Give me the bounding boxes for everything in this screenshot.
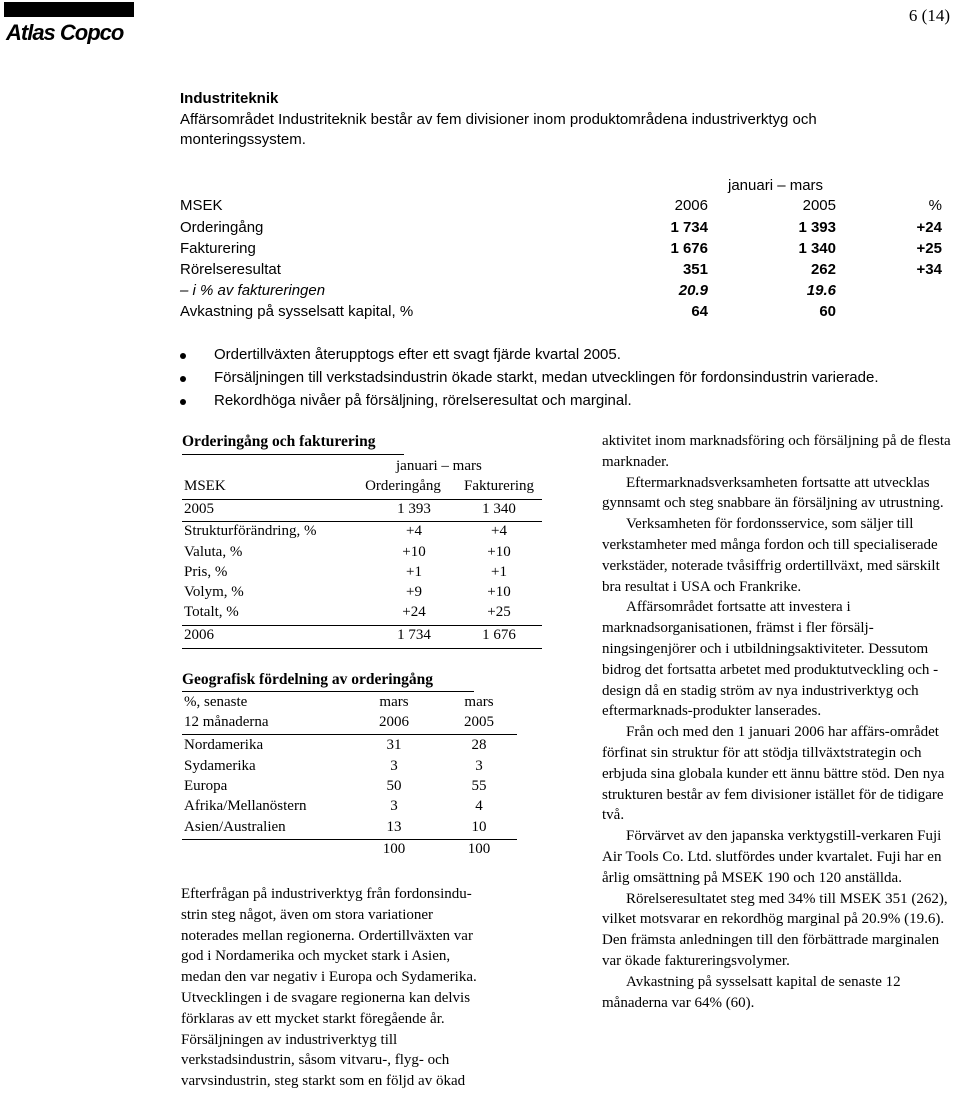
row-invoicing: +25 <box>487 604 511 620</box>
summary-row-2005: 60 <box>819 303 836 320</box>
summary-row-pct: +25 <box>916 240 942 257</box>
table-row <box>184 758 544 778</box>
text-line: strin steg något, även om stora variationer <box>181 906 434 923</box>
text-line: noterades mellan regionerna. Ordertillväxten var <box>181 927 473 944</box>
divider <box>182 625 542 626</box>
order-period-label: januari – mars <box>396 458 482 474</box>
summary-row-pct: +34 <box>916 261 942 278</box>
summary-row-label: Avkastning på sysselsatt kapital, % <box>180 303 414 320</box>
row-label: Asien/Australien <box>184 819 286 835</box>
summary-row-label: – i % av faktureringen <box>180 282 326 299</box>
row-label: Europa <box>184 778 228 794</box>
row-label: Strukturförändring, % <box>184 523 317 539</box>
row-label: 2006 <box>184 627 214 643</box>
order-period-row <box>184 458 544 478</box>
row-orders: +24 <box>402 604 426 620</box>
svg-text:Atlas Copco: Atlas Copco <box>6 20 124 44</box>
summary-row-2006: 1 734 <box>670 219 708 236</box>
geo-header-label: 12 månaderna <box>184 714 269 730</box>
summary-row-label: Rörelseresultat <box>180 261 281 278</box>
row-orders: 1 734 <box>397 627 431 643</box>
order-header-label: MSEK <box>184 478 226 494</box>
table-row <box>184 778 544 798</box>
order-table-title: Orderingång och fakturering <box>182 433 376 450</box>
row-label: 2005 <box>184 501 214 517</box>
row-invoicing: 1 676 <box>482 627 516 643</box>
title-underline <box>182 691 474 692</box>
text-line: Försäljningen av industriverktyg till <box>181 1031 398 1048</box>
summary-row <box>180 303 944 323</box>
row-invoicing: +4 <box>491 523 507 539</box>
summary-header-2005: 2005 <box>802 197 836 214</box>
row-b: 28 <box>471 737 487 753</box>
table-row <box>184 544 544 564</box>
geo-header-a: mars <box>379 694 409 710</box>
text-line: förklaras av ett mycket starkt föregående år. <box>181 1010 445 1027</box>
paragraph: Affärsområdet fortsatte att investera i marknadsorganisationen, främst i fler försälj-ningsingenjörer och i utbildningsaktiviteter. Dessutom bidrog det fortsatta arbetet med produktutveckling och -design då en stadig ström av nya industriverktyg och eftermarknads-produkter lanserades. <box>602 599 939 720</box>
row-label: Totalt, % <box>184 604 239 620</box>
row-label: Nordamerika <box>184 737 264 753</box>
row-orders: 1 393 <box>397 501 431 517</box>
row-label: Sydamerika <box>184 758 256 774</box>
summary-row-2005: 262 <box>810 261 836 278</box>
order-header-invoicing: Fakturering <box>464 478 534 494</box>
row-invoicing: +1 <box>491 564 507 580</box>
summary-period-label: januari – mars <box>728 177 824 194</box>
summary-period-row <box>180 177 944 197</box>
geo-header-b: 2005 <box>464 714 494 730</box>
row-a: 3 <box>390 758 398 774</box>
row-a: 31 <box>386 737 402 753</box>
summary-row-2006: 20.9 <box>678 282 708 299</box>
page-number: 6 (14) <box>908 6 950 25</box>
text-line: medan den var negativ i Europa och Sydamerika. <box>181 969 477 986</box>
divider <box>182 839 517 840</box>
row-b: 4 <box>475 798 483 814</box>
table-row <box>184 604 544 624</box>
row-invoicing: +10 <box>487 584 511 600</box>
row-a: 3 <box>390 798 398 814</box>
paragraph: aktivitet inom marknadsföring och försäljning på de flesta marknader. <box>602 433 951 470</box>
summary-row-2006: 64 <box>691 303 708 320</box>
row-invoicing: +10 <box>487 544 511 560</box>
table-row <box>184 798 544 818</box>
divider <box>182 521 542 522</box>
row-orders: +1 <box>406 564 422 580</box>
row-b: 10 <box>471 819 487 835</box>
table-row <box>184 501 544 521</box>
section-intro: Affärsområdet Industriteknik består av fem divisioner inom produktområdena industriverktyg och monteringssystem. <box>180 111 817 148</box>
geo-total-b: 100 <box>467 841 491 857</box>
divider <box>182 648 542 649</box>
section-title: Industriteknik <box>180 90 279 107</box>
summary-row-2006: 1 676 <box>670 240 708 257</box>
atlas-copco-logo <box>4 2 134 44</box>
table-row <box>184 523 544 543</box>
row-invoicing: 1 340 <box>482 501 516 517</box>
summary-header-label: MSEK <box>180 197 223 214</box>
summary-header-2006: 2006 <box>674 197 708 214</box>
row-a: 50 <box>386 778 402 794</box>
paragraph: Verksamheten för fordonsservice, som säljer till verkstamheter med många fordon och till specialiserade verkstäder, noterade tvåsiffrig ordertillväxt, med särskilt bra resultat i USA och Frankrike. <box>602 516 940 595</box>
table-row <box>184 584 544 604</box>
bullet-icon <box>180 399 186 405</box>
row-orders: +10 <box>402 544 426 560</box>
summary-row-label: Orderingång <box>180 219 264 236</box>
summary-row-2005: 19.6 <box>806 282 836 299</box>
bullet-icon <box>180 376 186 382</box>
text-line: varvsindustrin, steg starkt som en följd av ökad <box>181 1073 466 1090</box>
row-label: Pris, % <box>184 564 228 580</box>
row-label: Afrika/Mellanöstern <box>184 798 307 814</box>
paragraph: Eftermarknadsverksamheten fortsatte att utvecklas gynnsamt och steg snabbare än försäljning av utrustning. <box>602 474 944 512</box>
summary-row-2006: 351 <box>682 261 708 278</box>
row-a: 13 <box>386 819 402 835</box>
row-orders: +9 <box>406 584 422 600</box>
paragraph: Rörelseresultatet steg med 34% till MSEK 351 (262), vilket motsvarar en rekordhög marginal på 20.9% (19.6). Den främsta anledningen till den förbättrade marginalen var ökade faktureringsvolymer. <box>602 890 948 969</box>
text-line: god i Nordamerika och mycket stark i Asien, <box>181 948 451 965</box>
divider <box>182 499 542 500</box>
geo-total-row <box>184 841 544 861</box>
bullet-text: Ordertillväxten återupptogs efter ett svagt fjärde kvartal 2005. <box>214 346 621 363</box>
summary-row-2005: 1 340 <box>798 240 836 257</box>
left-body-text <box>181 884 561 1092</box>
summary-row-label: Fakturering <box>180 240 256 257</box>
table-row <box>184 627 544 647</box>
geo-total-a: 100 <box>382 841 406 857</box>
geo-table-title: Geografisk fördelning av orderingång <box>182 671 434 688</box>
summary-row <box>180 219 944 239</box>
table-row <box>184 737 544 757</box>
text-line: Utvecklingen i de svagare regionerna kan delvis <box>181 989 471 1006</box>
right-body-text <box>602 431 956 1013</box>
summary-row <box>180 261 944 281</box>
summary-row <box>180 240 944 260</box>
geo-header-a: 2006 <box>379 714 409 730</box>
geo-header-label: %, senaste <box>184 694 248 710</box>
text-line: Efterfrågan på industriverktyg från fordonsindu- <box>181 886 472 902</box>
table-row <box>184 819 544 839</box>
text-line: verkstadsindustrin, såsom vitvaru-, flyg- och <box>181 1052 450 1069</box>
summary-header-row <box>180 197 944 217</box>
order-header-orders: Orderingång <box>365 478 441 494</box>
table-row <box>184 564 544 584</box>
divider <box>182 734 517 735</box>
row-label: Volym, % <box>184 584 244 600</box>
paragraph: Förvärvet av den japanska verktygstill-verkaren Fuji Air Tools Co. Ltd. slutfördes under kvartalet. Fuji har en årlig omsättning på MSEK 190 och 120 anställda. <box>602 828 942 886</box>
summary-row-2005: 1 393 <box>798 219 836 236</box>
row-orders: +4 <box>406 523 422 539</box>
summary-header-pct: % <box>928 197 942 214</box>
summary-row <box>180 282 944 302</box>
geo-header-b: mars <box>464 694 494 710</box>
title-underline <box>182 454 404 455</box>
geo-header-row <box>184 714 544 734</box>
bullet-icon <box>180 353 186 359</box>
row-b: 3 <box>475 758 483 774</box>
order-header-row <box>184 478 544 498</box>
row-b: 55 <box>471 778 487 794</box>
bullet-text: Försäljningen till verkstadsindustrin ökade starkt, medan utvecklingen för fordonsindustrin varierade. <box>214 369 879 386</box>
summary-row-pct: +24 <box>916 219 942 236</box>
paragraph: Från och med den 1 januari 2006 har affärs-området förfinat sin struktur för att stödja tillväxtstrategin och erbjuda sina globala kunder ett ännu bättre stöd. Den nya strukturen består av fem divisioner istället för de tidigare två. <box>602 724 945 824</box>
row-label: Valuta, % <box>184 544 243 560</box>
paragraph: Avkastning på sysselsatt kapital de senaste 12 månaderna var 64% (60). <box>602 973 901 1011</box>
bullet-text: Rekordhöga nivåer på försäljning, rörelseresultat och marginal. <box>214 392 632 409</box>
geo-header-row <box>184 694 544 714</box>
